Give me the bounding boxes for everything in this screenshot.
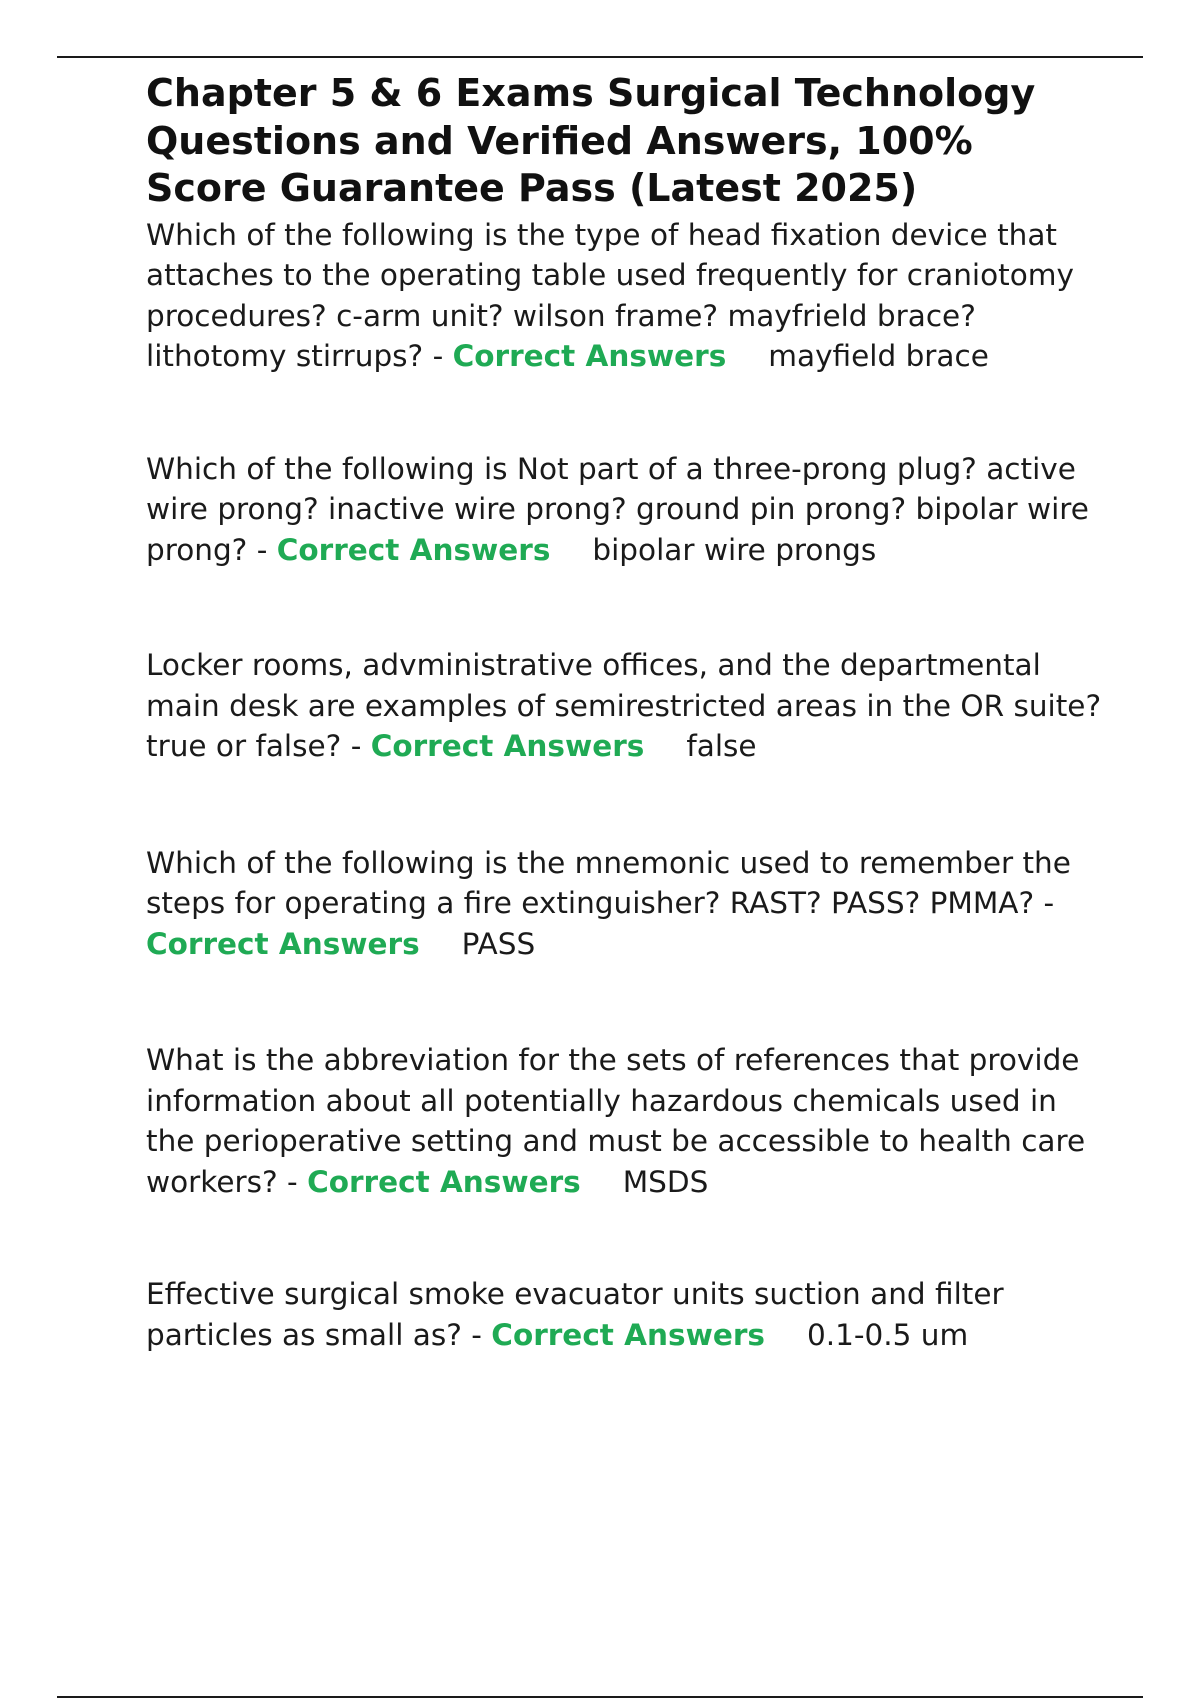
document-body bbox=[146, 70, 1106, 1355]
question-text: Which of the following is the mnemonic used to remember the steps for operating a fire extinguisher? RAST? PASS? PMMA? bbox=[146, 845, 1071, 920]
question-text: Which of the following is the type of head fixation device that attaches to the operating table used frequently for craniotomy procedures? c-arm unit? wilson frame? mayfrield brace? lithotomy stirrups? bbox=[146, 217, 1074, 373]
separator: - bbox=[423, 339, 453, 373]
qa-item bbox=[146, 645, 1106, 767]
separator: - bbox=[341, 729, 371, 763]
answer-text: PASS bbox=[461, 926, 536, 961]
correct-answers-label: Correct Answers bbox=[307, 1164, 581, 1199]
correct-answers-label: Correct Answers bbox=[452, 339, 727, 373]
top-rule bbox=[57, 56, 1143, 58]
correct-answers-label: Correct Answers bbox=[491, 1317, 765, 1352]
qa-item bbox=[146, 1274, 1106, 1355]
question-text: Locker rooms, advministrative offices, and the departmental main desk are examples of semirestricted areas in the OR suite? true or false? bbox=[146, 648, 1102, 763]
correct-answers-label: Correct Answers bbox=[370, 729, 645, 763]
question-text: Which of the following is Not part of a three-prong plug? active wire prong? inactive wire prong? ground pin prong? bipolar wire prong? bbox=[146, 451, 1089, 567]
bottom-rule bbox=[57, 1696, 1143, 1698]
document-title: Chapter 5 & 6 Exams Surgical Technology Questions and Verified Answers, 100% Score Guarantee Pass (Latest 2025) bbox=[146, 71, 1036, 210]
separator: - bbox=[247, 532, 277, 567]
qa-item bbox=[146, 1040, 1106, 1202]
separator: - bbox=[277, 1164, 308, 1199]
answer-text: 0.1-0.5 um bbox=[806, 1317, 969, 1352]
qa-item bbox=[146, 449, 1106, 571]
answer-text: false bbox=[686, 729, 757, 763]
separator: - bbox=[1034, 886, 1055, 920]
question-text: Effective surgical smoke evacuator units suction and filter particles as small as? bbox=[146, 1277, 1004, 1352]
question-text: What is the abbreviation for the sets of references that provide information about all potentially hazardous chemicals used in the perioperative setting and must be accessible to health care workers? bbox=[146, 1043, 1086, 1199]
answer-text: mayfield brace bbox=[768, 339, 989, 373]
answer-text: bipolar wire prongs bbox=[592, 532, 877, 567]
qa-item bbox=[146, 843, 1106, 965]
qa-item bbox=[146, 215, 1106, 377]
separator: - bbox=[461, 1317, 492, 1352]
answer-text: MSDS bbox=[622, 1164, 709, 1199]
correct-answers-label: Correct Answers bbox=[276, 532, 551, 567]
correct-answers-label: Correct Answers bbox=[146, 926, 420, 961]
